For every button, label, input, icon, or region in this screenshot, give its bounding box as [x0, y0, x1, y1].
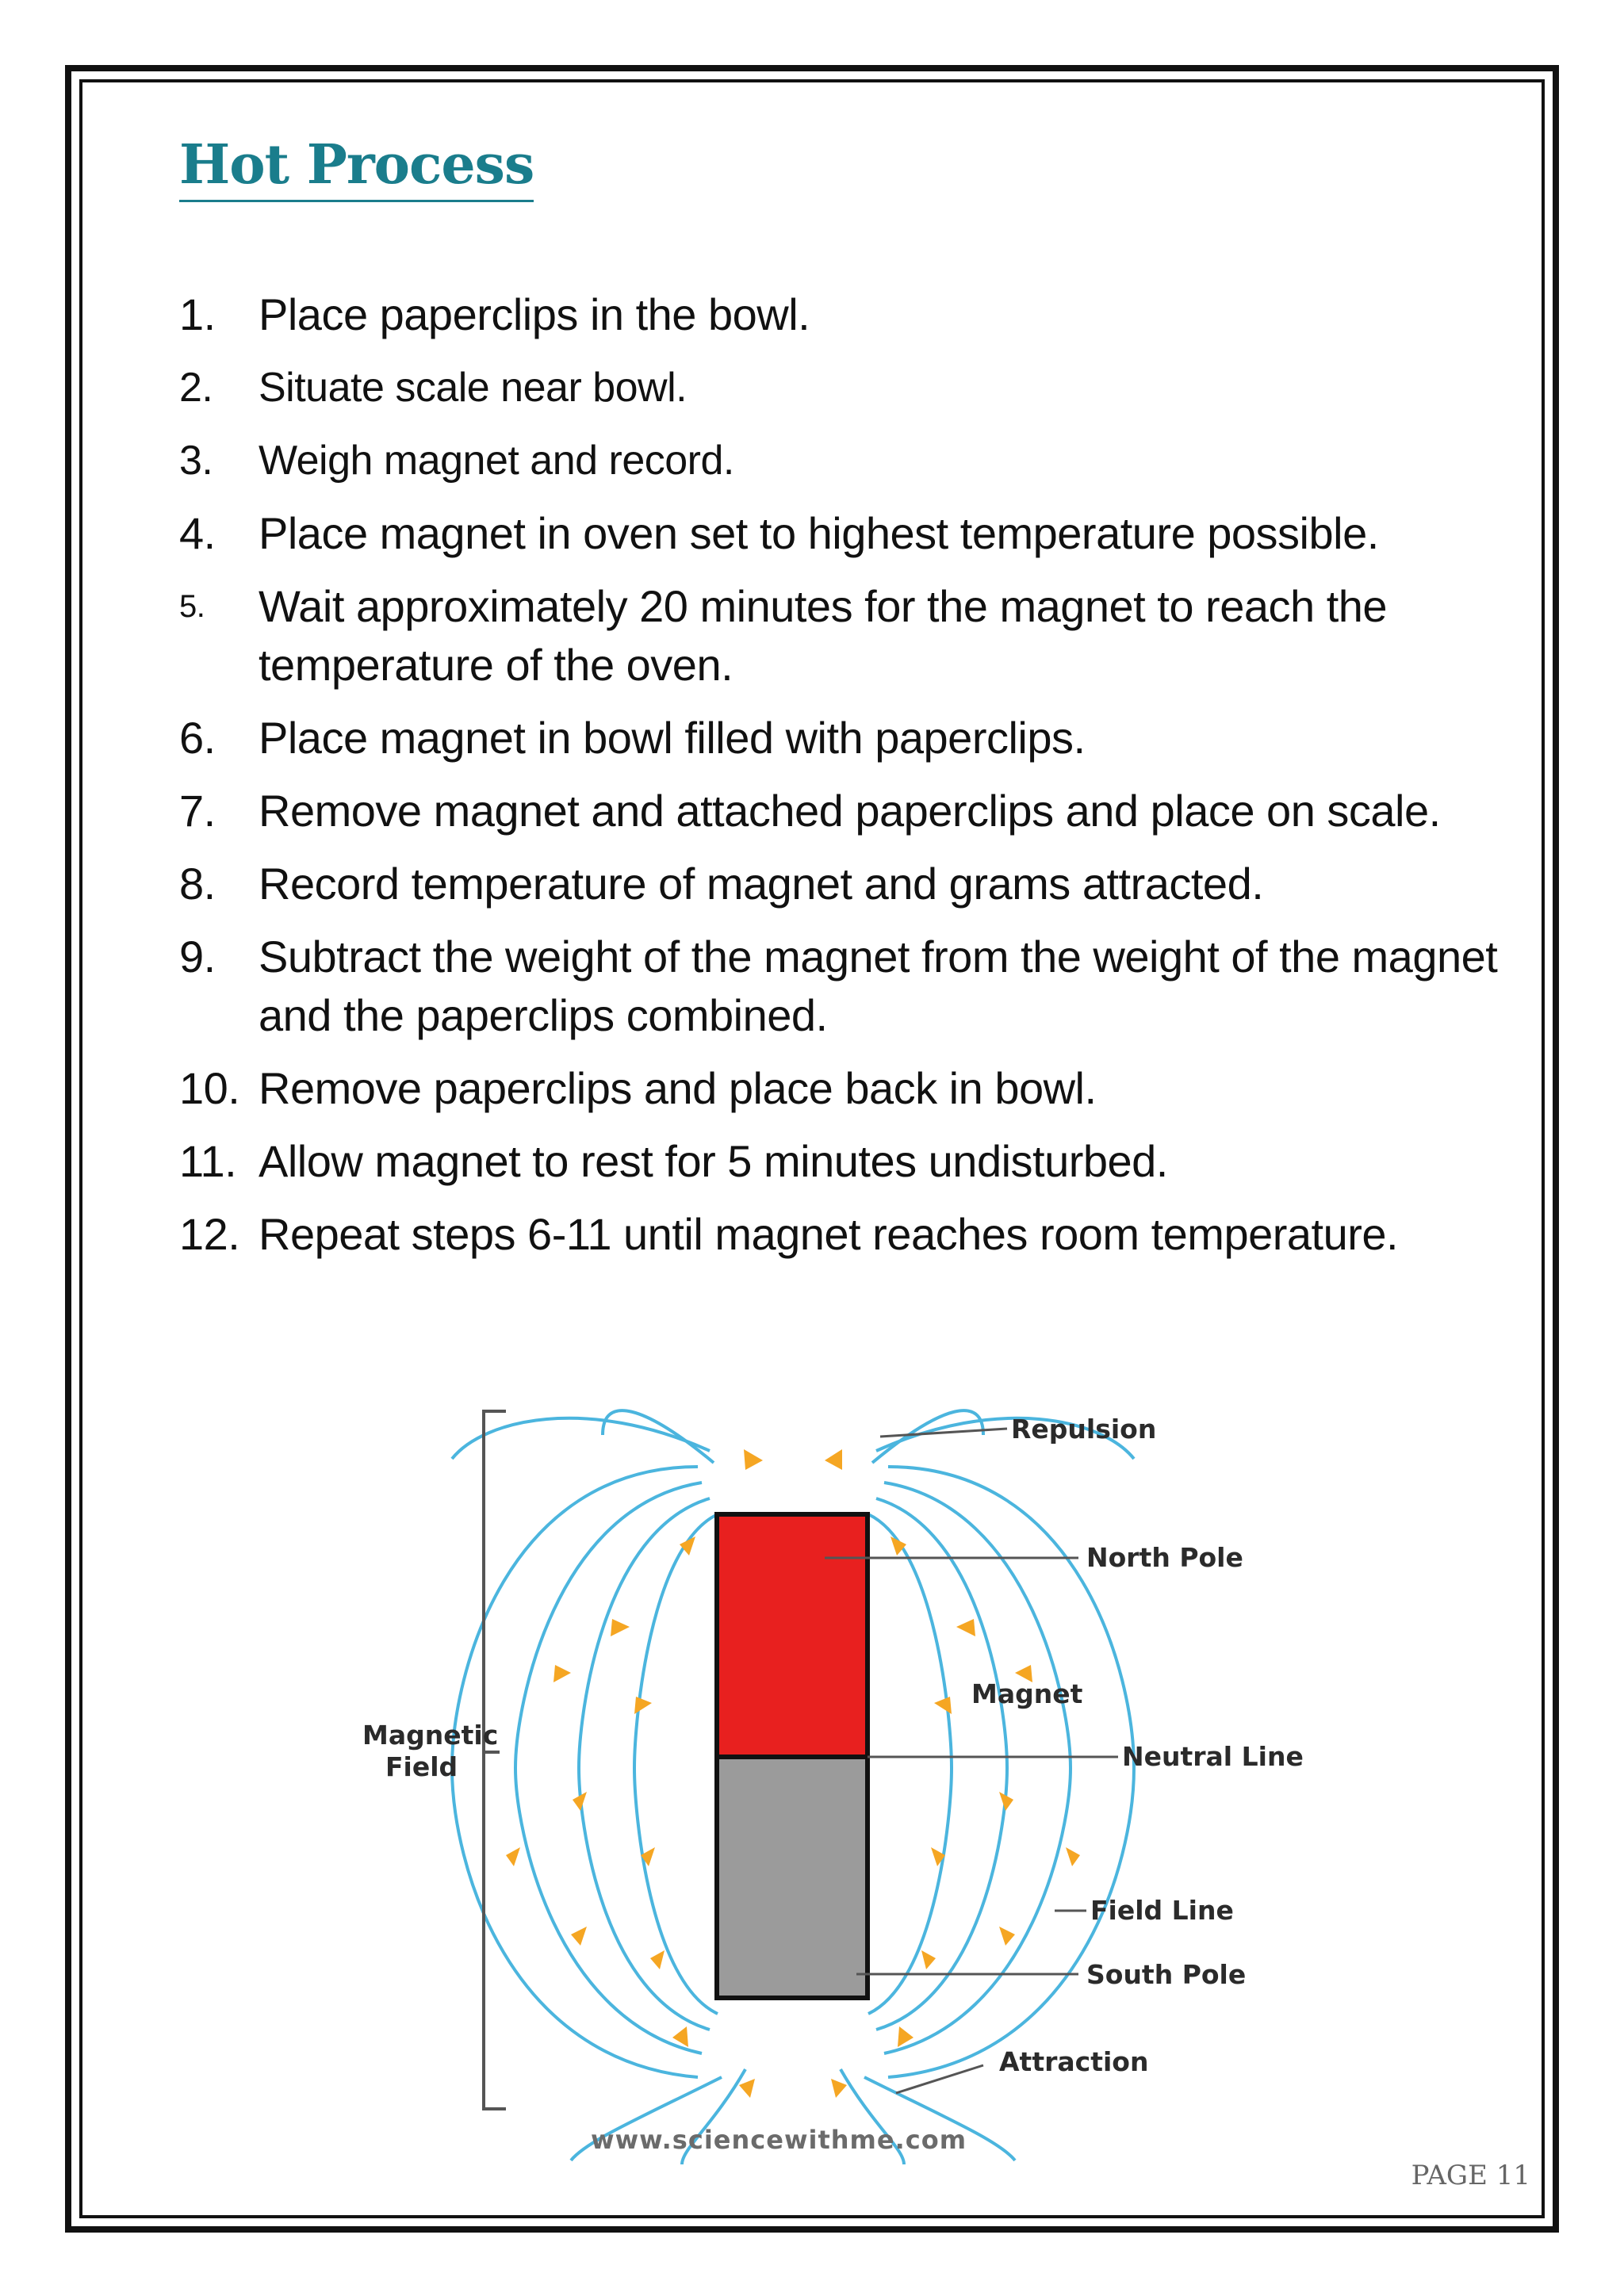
- step-item: [179, 1059, 1543, 1118]
- step-text: Repeat steps 6-11 until magnet reaches room temperature.: [259, 1209, 1399, 1259]
- arrow-icon: [506, 1847, 520, 1866]
- step-item: [179, 285, 1543, 344]
- arrow-icon: [634, 1697, 652, 1714]
- leader-attraction: [896, 2065, 983, 2093]
- arrow-icon: [831, 2079, 847, 2098]
- step-item: [179, 709, 1543, 767]
- arrow-icon: [611, 1619, 630, 1636]
- step-item: [179, 358, 1543, 417]
- step-text: Wait approximately 20 minutes for the magnet to reach the temperature of the oven.: [259, 581, 1388, 690]
- label-magnet: Magnet: [971, 1678, 1083, 1709]
- label-attraction: Attraction: [999, 2046, 1149, 2077]
- step-item: [179, 928, 1543, 1045]
- step-item: [179, 431, 1543, 490]
- step-number: 8.: [179, 859, 216, 909]
- step-text: Place paperclips in the bowl.: [259, 289, 810, 339]
- arrow-icon: [744, 1449, 763, 1470]
- step-number: 5.: [179, 589, 205, 624]
- magnetic-field-svg: [270, 1387, 1380, 2172]
- label-neutral-line: Neutral Line: [1122, 1741, 1304, 1772]
- magnetic-field-diagram: [270, 1387, 1380, 2172]
- field-line: [868, 1514, 952, 2014]
- field-line: [579, 1498, 710, 2030]
- step-number: 3.: [179, 438, 213, 484]
- step-item: [179, 1205, 1543, 1264]
- label-north-pole: North Pole: [1086, 1542, 1243, 1573]
- field-line: [452, 1418, 710, 1459]
- step-number: 4.: [179, 508, 216, 558]
- north-pole-block: [717, 1514, 868, 1757]
- step-number: 9.: [179, 932, 216, 982]
- arrow-icon: [739, 2079, 755, 2098]
- field-bracket: [484, 1411, 506, 2109]
- step-number: 11.: [179, 1136, 237, 1186]
- step-item: [179, 577, 1543, 695]
- step-text: Place magnet in oven set to highest temperature possible.: [259, 508, 1379, 558]
- step-item: [179, 504, 1543, 563]
- step-text: Allow magnet to rest for 5 minutes undisturbed.: [259, 1136, 1168, 1186]
- step-text: Place magnet in bowl filled with paperclips.: [259, 713, 1086, 763]
- step-text: Subtract the weight of the magnet from the weight of the magnet and the paperclips combined.: [259, 932, 1498, 1040]
- label-field-line: Field Line: [1090, 1895, 1234, 1926]
- step-item: [179, 1132, 1543, 1191]
- step-number: 12.: [179, 1209, 240, 1259]
- label-south-pole: South Pole: [1086, 1959, 1247, 1990]
- step-text: Remove paperclips and place back in bowl.: [259, 1063, 1097, 1113]
- label-magnetic-field-line1: Magnetic: [362, 1720, 499, 1751]
- arrow-icon: [999, 1927, 1015, 1946]
- leader-repulsion: [880, 1429, 1007, 1437]
- step-text: Remove magnet and attached paperclips and place on scale.: [259, 786, 1441, 836]
- page-number: PAGE 11: [1411, 2160, 1530, 2191]
- step-item: [179, 855, 1543, 913]
- arrow-icon: [571, 1927, 587, 1946]
- arrow-icon: [650, 1950, 665, 1969]
- field-line: [452, 1467, 698, 2077]
- step-number: 2.: [179, 365, 213, 411]
- arrow-icon: [553, 1665, 571, 1682]
- arrow-icon: [1066, 1847, 1080, 1866]
- arrow-icon: [825, 1449, 842, 1470]
- step-number: 6.: [179, 713, 216, 763]
- step-item: [179, 782, 1543, 840]
- field-line: [634, 1514, 718, 2014]
- label-magnetic-field-line2: Field: [385, 1751, 458, 1782]
- step-text: Weigh magnet and record.: [259, 438, 734, 484]
- source-url: www.sciencewithme.com: [591, 2125, 967, 2155]
- field-line: [603, 1410, 714, 1463]
- steps-list: [179, 285, 1543, 1278]
- south-pole-block: [717, 1757, 868, 1998]
- field-line: [876, 1498, 1007, 2030]
- step-number: 1.: [179, 289, 216, 339]
- step-number: 7.: [179, 786, 216, 836]
- label-repulsion: Repulsion: [1011, 1414, 1157, 1445]
- step-number: 10.: [179, 1063, 240, 1113]
- step-text: Record temperature of magnet and grams attracted.: [259, 859, 1264, 909]
- arrow-icon: [956, 1619, 975, 1636]
- step-text: Situate scale near bowl.: [259, 365, 688, 411]
- arrow-icon: [921, 1950, 936, 1969]
- arrow-icon: [934, 1697, 952, 1714]
- page-title: Hot Process: [179, 133, 534, 202]
